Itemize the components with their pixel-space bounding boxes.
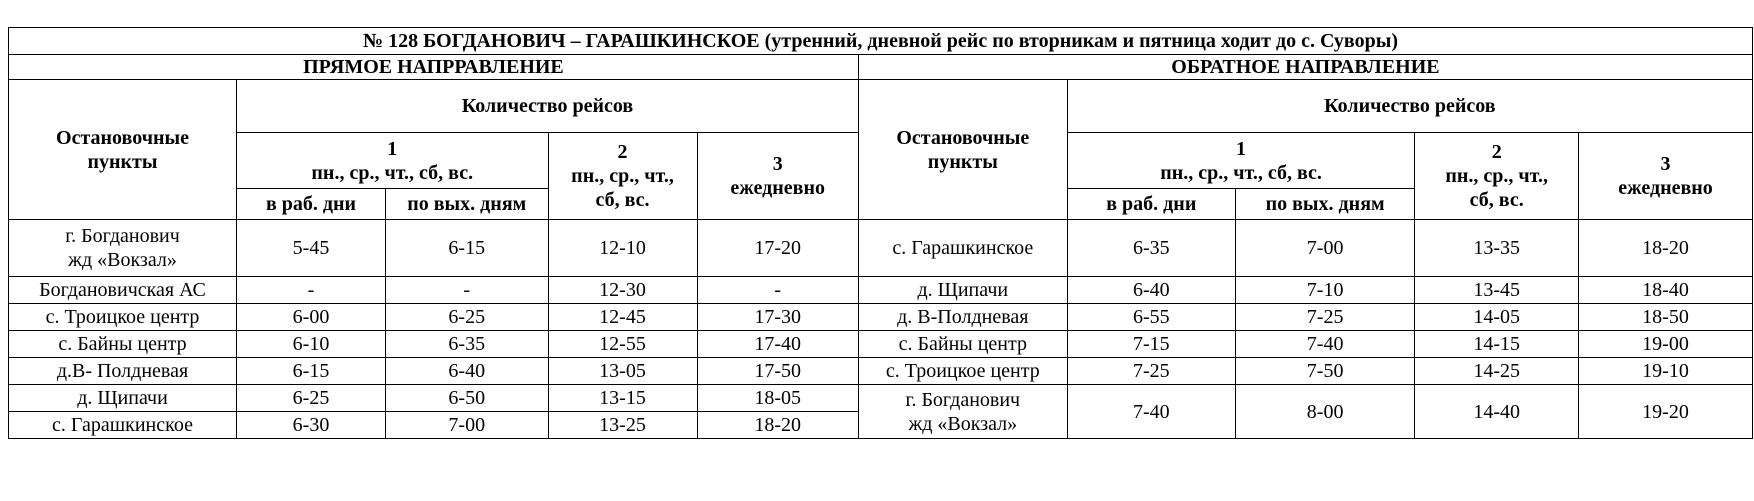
reverse-workdays-header: в раб. дни — [1067, 189, 1235, 220]
reverse-time: 19-20 — [1579, 385, 1753, 439]
forward-time: 12-55 — [548, 331, 697, 358]
reverse-time: 18-40 — [1579, 277, 1753, 304]
reverse-time: 18-50 — [1579, 304, 1753, 331]
reverse-time: 6-35 — [1067, 220, 1235, 277]
table-row — [9, 385, 1753, 412]
forward-time: 17-50 — [697, 358, 858, 385]
reverse-time: 7-40 — [1235, 331, 1414, 358]
table-row — [9, 358, 1753, 385]
reverse-weekends-header: по вых. дням — [1235, 189, 1414, 220]
reverse-stops-header: Остановочные пункты — [858, 80, 1067, 220]
forward-trip2-header: 2 пн., ср., чт., сб, вс. — [548, 133, 697, 220]
reverse-stop: с. Троицкое центр — [858, 358, 1067, 385]
reverse-trip2-header: 2 пн., ср., чт., сб, вс. — [1415, 133, 1579, 220]
forward-stop: с. Байны центр — [9, 331, 237, 358]
forward-time: - — [385, 277, 548, 304]
forward-time: 12-45 — [548, 304, 697, 331]
forward-trip1-header: 1 пн., ср., чт., сб, вс. — [237, 133, 549, 189]
forward-time: 13-05 — [548, 358, 697, 385]
reverse-time: 6-40 — [1067, 277, 1235, 304]
reverse-time: 6-55 — [1067, 304, 1235, 331]
forward-time: 13-25 — [548, 412, 697, 439]
forward-time: 5-45 — [237, 220, 386, 277]
forward-stop: д.В- Полдневая — [9, 358, 237, 385]
forward-time: 17-20 — [697, 220, 858, 277]
reverse-direction-header: ОБРАТНОЕ НАПРАВЛЕНИЕ — [858, 55, 1752, 80]
reverse-time: 18-20 — [1579, 220, 1753, 277]
reverse-time: 14-15 — [1415, 331, 1579, 358]
route-title: № 128 БОГДАНОВИЧ – ГАРАШКИНСКОЕ (утренний, дневной рейс по вторникам и пятница ходит до с. Суворы) — [9, 28, 1753, 55]
reverse-time: 19-10 — [1579, 358, 1753, 385]
forward-time: 18-05 — [697, 385, 858, 412]
reverse-time: 14-40 — [1415, 385, 1579, 439]
reverse-time: 7-50 — [1235, 358, 1414, 385]
forward-time: 7-00 — [385, 412, 548, 439]
forward-time: 17-30 — [697, 304, 858, 331]
forward-time: - — [697, 277, 858, 304]
forward-trip3-header: 3 ежедневно — [697, 133, 858, 220]
table-row — [9, 331, 1753, 358]
forward-time: 6-35 — [385, 331, 548, 358]
forward-stop: г. Богданович жд «Вокзал» — [9, 220, 237, 277]
reverse-stop: г. Богданович жд «Вокзал» — [858, 385, 1067, 439]
forward-time: 17-40 — [697, 331, 858, 358]
reverse-trip1-header: 1 пн., ср., чт., сб, вс. — [1067, 133, 1415, 189]
table-row — [9, 304, 1753, 331]
forward-time: 6-40 — [385, 358, 548, 385]
timetable — [8, 27, 1753, 439]
reverse-time: 7-25 — [1235, 304, 1414, 331]
reverse-time: 14-05 — [1415, 304, 1579, 331]
reverse-time: 13-35 — [1415, 220, 1579, 277]
reverse-time: 7-15 — [1067, 331, 1235, 358]
reverse-trip3-header: 3 ежедневно — [1579, 133, 1753, 220]
forward-time: 6-15 — [385, 220, 548, 277]
forward-time: 6-15 — [237, 358, 386, 385]
reverse-time: 13-45 — [1415, 277, 1579, 304]
forward-time: 6-10 — [237, 331, 386, 358]
reverse-time: 7-25 — [1067, 358, 1235, 385]
reverse-stop: д. В-Полдневая — [858, 304, 1067, 331]
forward-direction-header: ПРЯМОЕ НАПРРАВЛЕНИЕ — [9, 55, 859, 80]
table-row — [9, 277, 1753, 304]
forward-stop: с. Гарашкинское — [9, 412, 237, 439]
forward-time: 6-30 — [237, 412, 386, 439]
forward-weekends-header: по вых. дням — [385, 189, 548, 220]
reverse-time: 19-00 — [1579, 331, 1753, 358]
forward-time: 12-30 — [548, 277, 697, 304]
forward-stops-header: Остановочные пункты — [9, 80, 237, 220]
forward-time: 18-20 — [697, 412, 858, 439]
reverse-stop: с. Байны центр — [858, 331, 1067, 358]
reverse-time: 8-00 — [1235, 385, 1414, 439]
reverse-stop: д. Щипачи — [858, 277, 1067, 304]
forward-stop: д. Щипачи — [9, 385, 237, 412]
forward-time: 6-00 — [237, 304, 386, 331]
forward-time: 6-25 — [385, 304, 548, 331]
reverse-time: 7-00 — [1235, 220, 1414, 277]
forward-time: 6-50 — [385, 385, 548, 412]
reverse-time: 14-25 — [1415, 358, 1579, 385]
forward-trips-header: Количество рейсов — [237, 80, 859, 133]
forward-time: 12-10 — [548, 220, 697, 277]
reverse-time: 7-40 — [1067, 385, 1235, 439]
forward-workdays-header: в раб. дни — [237, 189, 386, 220]
forward-stop: Богдановичская АС — [9, 277, 237, 304]
table-row — [9, 220, 1753, 277]
reverse-trips-header: Количество рейсов — [1067, 80, 1752, 133]
forward-time: - — [237, 277, 386, 304]
forward-time: 13-15 — [548, 385, 697, 412]
reverse-time: 7-10 — [1235, 277, 1414, 304]
forward-time: 6-25 — [237, 385, 386, 412]
reverse-stop: с. Гарашкинское — [858, 220, 1067, 277]
forward-stop: с. Троицкое центр — [9, 304, 237, 331]
